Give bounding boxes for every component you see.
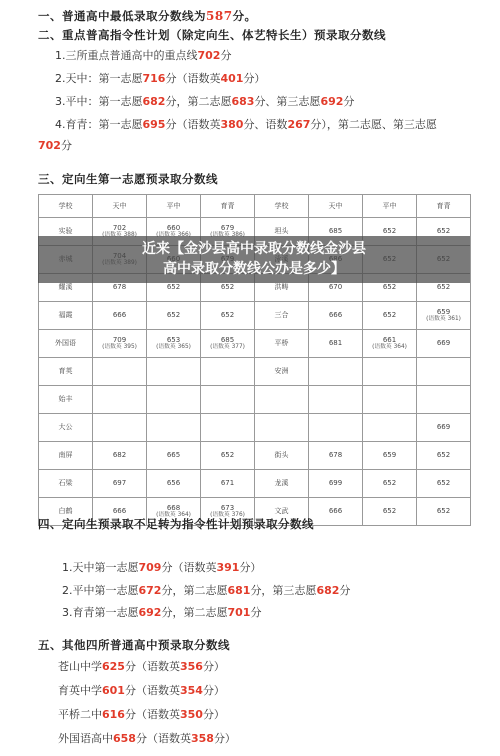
cell-value: 652 xyxy=(436,451,451,460)
table-cell xyxy=(363,470,417,498)
section3-heading: 三、定向生第一志愿预录取分数线 xyxy=(38,172,218,186)
table-cell xyxy=(39,442,93,470)
table-cell xyxy=(309,386,363,414)
table-cell xyxy=(93,358,147,386)
cell-value: 652 xyxy=(436,507,451,516)
table-cell xyxy=(309,470,363,498)
cell-value: 652 xyxy=(166,283,181,292)
cell-value: 666 xyxy=(328,311,343,320)
table-row xyxy=(39,330,471,358)
cell-value: 石梁 xyxy=(58,479,73,488)
table-cell xyxy=(147,302,201,330)
cell-value: 652 xyxy=(382,311,397,320)
table-cell xyxy=(39,386,93,414)
table-cell xyxy=(255,470,309,498)
table-cell xyxy=(309,414,363,442)
table-cell xyxy=(93,442,147,470)
cell-value: 福霞 xyxy=(58,311,73,320)
table-cell xyxy=(363,442,417,470)
table-header-cell: 育青 xyxy=(417,195,471,218)
cell-subscore: (语数英 395) xyxy=(102,344,137,351)
section2-item2: 2.天中：第一志愿716分（语数英401分） xyxy=(55,72,266,85)
cell-value: 709 xyxy=(112,335,127,344)
cell-value: 697 xyxy=(112,479,127,488)
cell-subscore: (语数英 364) xyxy=(372,344,407,351)
table-cell xyxy=(417,442,471,470)
cell-value: 街头 xyxy=(274,451,289,460)
cell-value: 外国语 xyxy=(55,339,76,348)
table-cell xyxy=(201,330,255,358)
table-cell xyxy=(147,442,201,470)
cell-value: 耀溪 xyxy=(58,283,73,292)
table-cell xyxy=(309,302,363,330)
cell-value: 685 xyxy=(328,227,343,236)
cell-value: 653 xyxy=(166,335,181,344)
table-row xyxy=(39,358,471,386)
section4-item3: 3.育青第一志愿692分，第二志愿701分 xyxy=(62,606,262,619)
cell-subscore: (语数英 377) xyxy=(210,344,245,351)
table-header-cell: 学校 xyxy=(39,195,93,218)
table-header-cell: 平中 xyxy=(363,195,417,218)
table-cell xyxy=(309,498,363,526)
section5-item3: 平桥二中616分（语数英350分） xyxy=(58,708,225,721)
table-cell xyxy=(363,358,417,386)
table-cell xyxy=(201,302,255,330)
cell-value: 678 xyxy=(328,451,343,460)
table-cell xyxy=(39,470,93,498)
cell-value: 666 xyxy=(328,507,343,516)
table-cell xyxy=(39,414,93,442)
section2-item1: 1.三所重点普通高中的重点线702分 xyxy=(55,49,232,62)
table-cell xyxy=(417,358,471,386)
table-cell xyxy=(309,358,363,386)
overlay-banner xyxy=(38,236,470,283)
cell-value: 682 xyxy=(112,451,127,460)
section5-item2: 育英中学601分（语数英354分） xyxy=(58,684,225,697)
section4-item2: 2.平中第一志愿672分，第二志愿681分，第三志愿682分 xyxy=(62,584,351,597)
cell-subscore: (语数英 361) xyxy=(426,316,461,323)
cell-value: 702 xyxy=(112,223,127,232)
banner-line1: 近来【金沙县高中录取分数线金沙县 xyxy=(142,241,366,257)
table-cell xyxy=(147,470,201,498)
table-cell xyxy=(363,498,417,526)
cell-value: 669 xyxy=(436,423,451,432)
table-cell xyxy=(201,386,255,414)
cell-value: 652 xyxy=(220,283,235,292)
cell-value: 699 xyxy=(328,479,343,488)
cell-value: 670 xyxy=(328,283,343,292)
cell-value: 652 xyxy=(382,283,397,292)
cell-value: 656 xyxy=(166,479,181,488)
table-header-cell: 天中 xyxy=(93,195,147,218)
cell-subscore: (语数英 376) xyxy=(210,512,245,519)
table-cell xyxy=(201,358,255,386)
table-header-cell: 育青 xyxy=(201,195,255,218)
table-cell xyxy=(417,386,471,414)
section2-heading: 二、重点普高指令性计划（除定向生、体艺特长生）预录取分数线 xyxy=(38,28,386,42)
cell-value: 白鹤 xyxy=(58,507,73,516)
section2-item3: 3.平中：第一志愿682分，第二志愿683分、第三志愿692分 xyxy=(55,95,355,108)
table-cell xyxy=(363,330,417,358)
cell-value: 南屏 xyxy=(58,451,73,460)
cell-value: 平桥 xyxy=(274,339,289,348)
cell-value: 685 xyxy=(220,335,235,344)
table-row xyxy=(39,442,471,470)
table-cell xyxy=(93,414,147,442)
cell-value: 673 xyxy=(220,503,235,512)
cell-value: 652 xyxy=(382,479,397,488)
table-row xyxy=(39,386,471,414)
table-cell xyxy=(255,302,309,330)
table-header-cell: 平中 xyxy=(147,195,201,218)
table-row xyxy=(39,470,471,498)
section5-heading: 五、其他四所普通高中预录取分数线 xyxy=(38,638,230,652)
cell-value: 668 xyxy=(166,503,181,512)
table-cell xyxy=(39,330,93,358)
cell-value: 679 xyxy=(220,223,235,232)
table-header-row xyxy=(39,195,471,218)
cell-value: 文武 xyxy=(274,507,289,516)
table-cell xyxy=(417,498,471,526)
table-cell xyxy=(255,330,309,358)
cell-value: 660 xyxy=(166,223,181,232)
table-cell xyxy=(417,470,471,498)
cell-value: 三合 xyxy=(274,311,289,320)
cell-value: 652 xyxy=(166,311,181,320)
cell-value: 洪畴 xyxy=(274,283,289,292)
cell-value: 678 xyxy=(112,283,127,292)
section2-item4: 4.育青：第一志愿695分（语数英380分、语数267分），第二志愿、第三志愿 xyxy=(55,118,437,131)
cell-value: 实验 xyxy=(58,227,73,236)
table-cell xyxy=(417,330,471,358)
cell-value: 652 xyxy=(382,507,397,516)
table-cell xyxy=(201,414,255,442)
table-cell xyxy=(255,442,309,470)
cell-value: 育英 xyxy=(58,367,73,376)
section4-item1: 1.天中第一志愿709分（语数英391分） xyxy=(62,561,262,574)
table-cell xyxy=(309,442,363,470)
table-cell xyxy=(39,302,93,330)
cell-value: 652 xyxy=(436,479,451,488)
table-cell xyxy=(93,386,147,414)
section5-item4: 外国语高中658分（语数英358分） xyxy=(58,732,236,745)
cell-value: 坦头 xyxy=(274,227,289,236)
banner-line2: 高中录取分数线公办是多少】 xyxy=(163,261,345,277)
cell-value: 大公 xyxy=(58,423,73,432)
cell-value: 666 xyxy=(112,507,127,516)
cell-value: 安洲 xyxy=(274,367,289,376)
table-cell xyxy=(255,358,309,386)
table-cell xyxy=(39,358,93,386)
table-cell xyxy=(255,414,309,442)
table-row xyxy=(39,302,471,330)
section2-item4-cont: 702分 xyxy=(38,139,72,152)
cell-value: 665 xyxy=(166,451,181,460)
cell-value: 661 xyxy=(382,335,397,344)
table-cell xyxy=(201,442,255,470)
table-cell xyxy=(417,302,471,330)
cell-value: 652 xyxy=(220,451,235,460)
cell-value: 652 xyxy=(436,283,451,292)
table-row xyxy=(39,414,471,442)
section1-line: 一、普通高中最低录取分数线为587分。 xyxy=(38,9,257,23)
table-cell xyxy=(201,470,255,498)
cell-value: 652 xyxy=(382,227,397,236)
cell-subscore: (语数英 365) xyxy=(156,344,191,351)
table-cell xyxy=(363,302,417,330)
table-cell xyxy=(93,470,147,498)
cell-value: 669 xyxy=(436,339,451,348)
table-cell xyxy=(147,358,201,386)
table-cell xyxy=(363,414,417,442)
section5-item1: 苍山中学625分（语数英356分） xyxy=(58,660,225,673)
table-cell xyxy=(417,414,471,442)
table-cell xyxy=(147,386,201,414)
table-cell xyxy=(93,330,147,358)
table-cell xyxy=(93,302,147,330)
table-cell xyxy=(309,330,363,358)
cell-value: 652 xyxy=(220,311,235,320)
table-header-cell: 天中 xyxy=(309,195,363,218)
table-header-cell: 学校 xyxy=(255,195,309,218)
cell-value: 659 xyxy=(382,451,397,460)
table-cell xyxy=(255,386,309,414)
cell-value: 671 xyxy=(220,479,235,488)
cell-value: 659 xyxy=(436,307,451,316)
cell-value: 652 xyxy=(436,227,451,236)
cell-value: 666 xyxy=(112,311,127,320)
cell-value: 始丰 xyxy=(58,395,73,404)
table-cell xyxy=(147,330,201,358)
table-cell xyxy=(147,414,201,442)
table-cell xyxy=(363,386,417,414)
cell-value: 681 xyxy=(328,339,343,348)
section4-heading: 四、定向生预录取不足转为指令性计划预录取分数线 xyxy=(38,517,314,531)
cell-subscore: (语数英 364) xyxy=(156,512,191,519)
cell-value: 龙溪 xyxy=(274,479,289,488)
